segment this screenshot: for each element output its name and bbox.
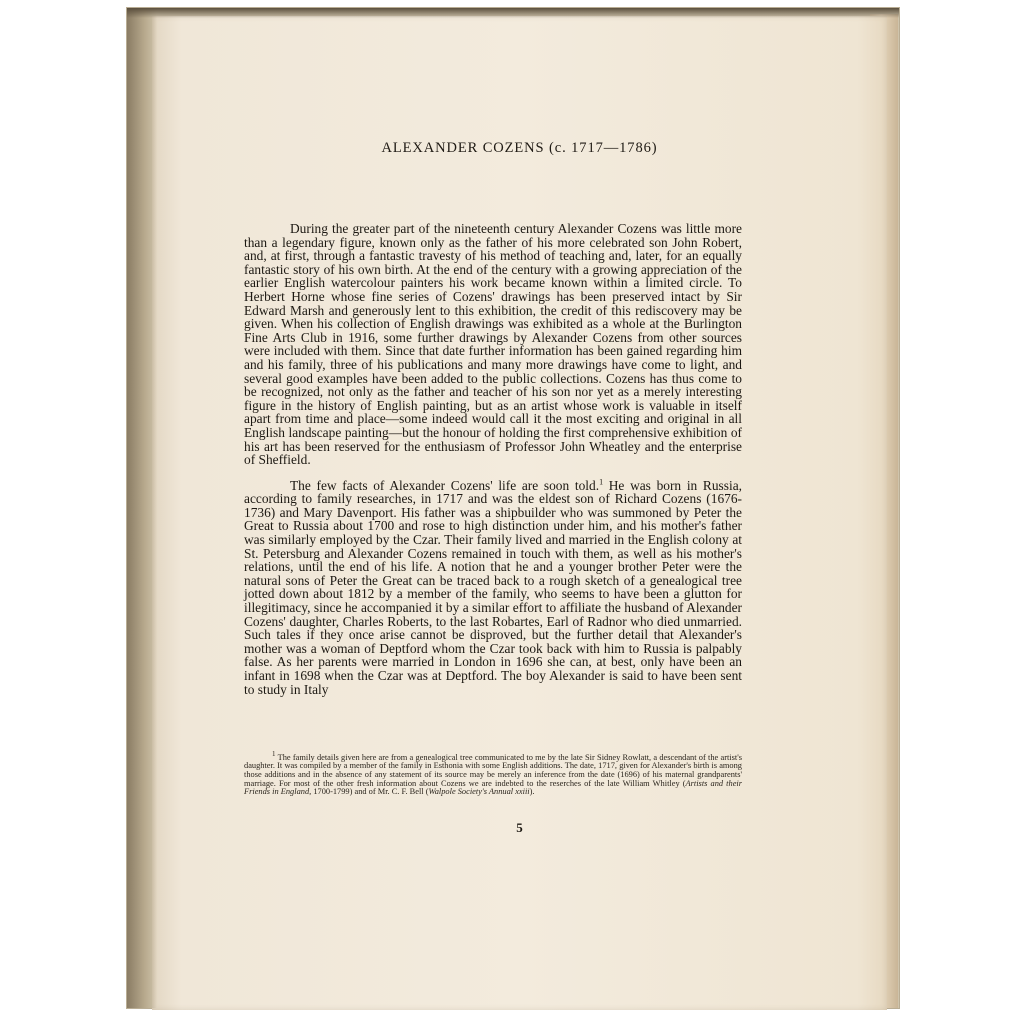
footnote-title-1: Artists and their Friends in England,: [244, 778, 742, 797]
footnote-text: The family details given here are from a genealogical tree communicated to me by the late Sir Sidney Rowlatt, a descendant of the artist's daughter. It was compiled by a member of the family in Esthonia with some English additions. The date, 1717, given for Alexander's birth is among those additions and in the absence of any statement of its source may be merely an inference from the date (1696) of his maternal grandparents' marriage. For most of the other fresh information about Cozens we are indebted to the reserches of the late William Whitley (: [244, 752, 742, 788]
footnote-text-end: ).: [529, 787, 535, 797]
footnote-title-2: Walpole Society's Annual xxiii: [428, 787, 530, 797]
paragraph-2-lead: The few facts of Alexander Cozens' life are soon told.: [290, 477, 600, 493]
footnote-marker: 1: [272, 750, 276, 758]
paragraph-2: [244, 479, 742, 697]
page-title: ALEXANDER COZENS (c. 1717—1786): [381, 140, 658, 156]
footnote-reference: 1: [599, 477, 604, 487]
top-shadow: [127, 8, 899, 18]
body-text: [244, 222, 742, 696]
page-number: 5: [516, 820, 523, 835]
footnote-text-mid: 1700-1799) and of Mr. C. F. Bell (: [311, 787, 429, 797]
footnote: [244, 750, 742, 797]
paragraph-1: During the greater part of the nineteenth century Alexander Cozens was little more than a legendary figure, known only as the father of his more celebrated son John Robert, and, at first, through a fantastic travesty of his method of teaching and, later, for an equally fantastic story of his own birth. At the end of the century with a growing appreciation of the earlier English watercolour painters his work became known within a limited circle. To Herbert Horne whose fine series of Cozens' drawings has been preserved intact by Sir Edward Marsh and generously lent to this exhibition, the credit of this rediscovery may be given. When his collection of English drawings was exhibited as a whole at the Burlington Fine Arts Club in 1916, some further drawings by Alexander Cozens from other sources were included with them. Since that date further information has been gained regarding him and his family, three of his publications and many more drawings have come to light, and several good examples have been added to the public collections. Cozens has thus come to be recognized, not only as the father and teacher of his son nor yet as a merely interesting figure in the history of English painting, but as an artist whose work is valuable in itself apart from time and place—some indeed would call it the most exciting and original in all English landscape painting—but the honour of holding the first comprehensive exhibition of his art has been reserved for the enthusiasm of Professor John Wheatley and the enterprise of Sheffield.: [244, 221, 742, 468]
paragraph-2-body: He was born in Russia, according to family researches, in 1717 and was the eldest son of Richard Cozens (1676-1736) and Mary Davenport. His father was a shipbuilder who was summoned by Peter the Great to Russia about 1700 and rose to high distinction under him, and his mother's father was similarly employed by the Czar. Their family lived and married in the English colony at St. Petersburg and Alexander Cozens remained in touch with them, as well as his mother's relations, until the end of his life. A notion that he and a younger brother Peter were the natural sons of Peter the Great can be traced back to a rough sketch of a genealogical tree jotted down about 1812 by a member of the family, who seems to have been a glutton for illegitimacy, since he accompanied it by a similar effort to affiliate the husband of Alexander Cozens' daughter, Charles Roberts, to the last Robartes, Earl of Radnor who died unmarried. Such tales if they once arise cannot be disproved, but the further detail that Alexander's mother was a woman of Deptford whom the Czar took back with him to Russia is palpably false. As her parents were married in London in 1696 she can, at best, only have been an infant in 1698 when the Czar was at Deptford. The boy Alexander is said to have been sent to study in Italy: [244, 477, 742, 697]
spine-shadow: [127, 8, 157, 1008]
